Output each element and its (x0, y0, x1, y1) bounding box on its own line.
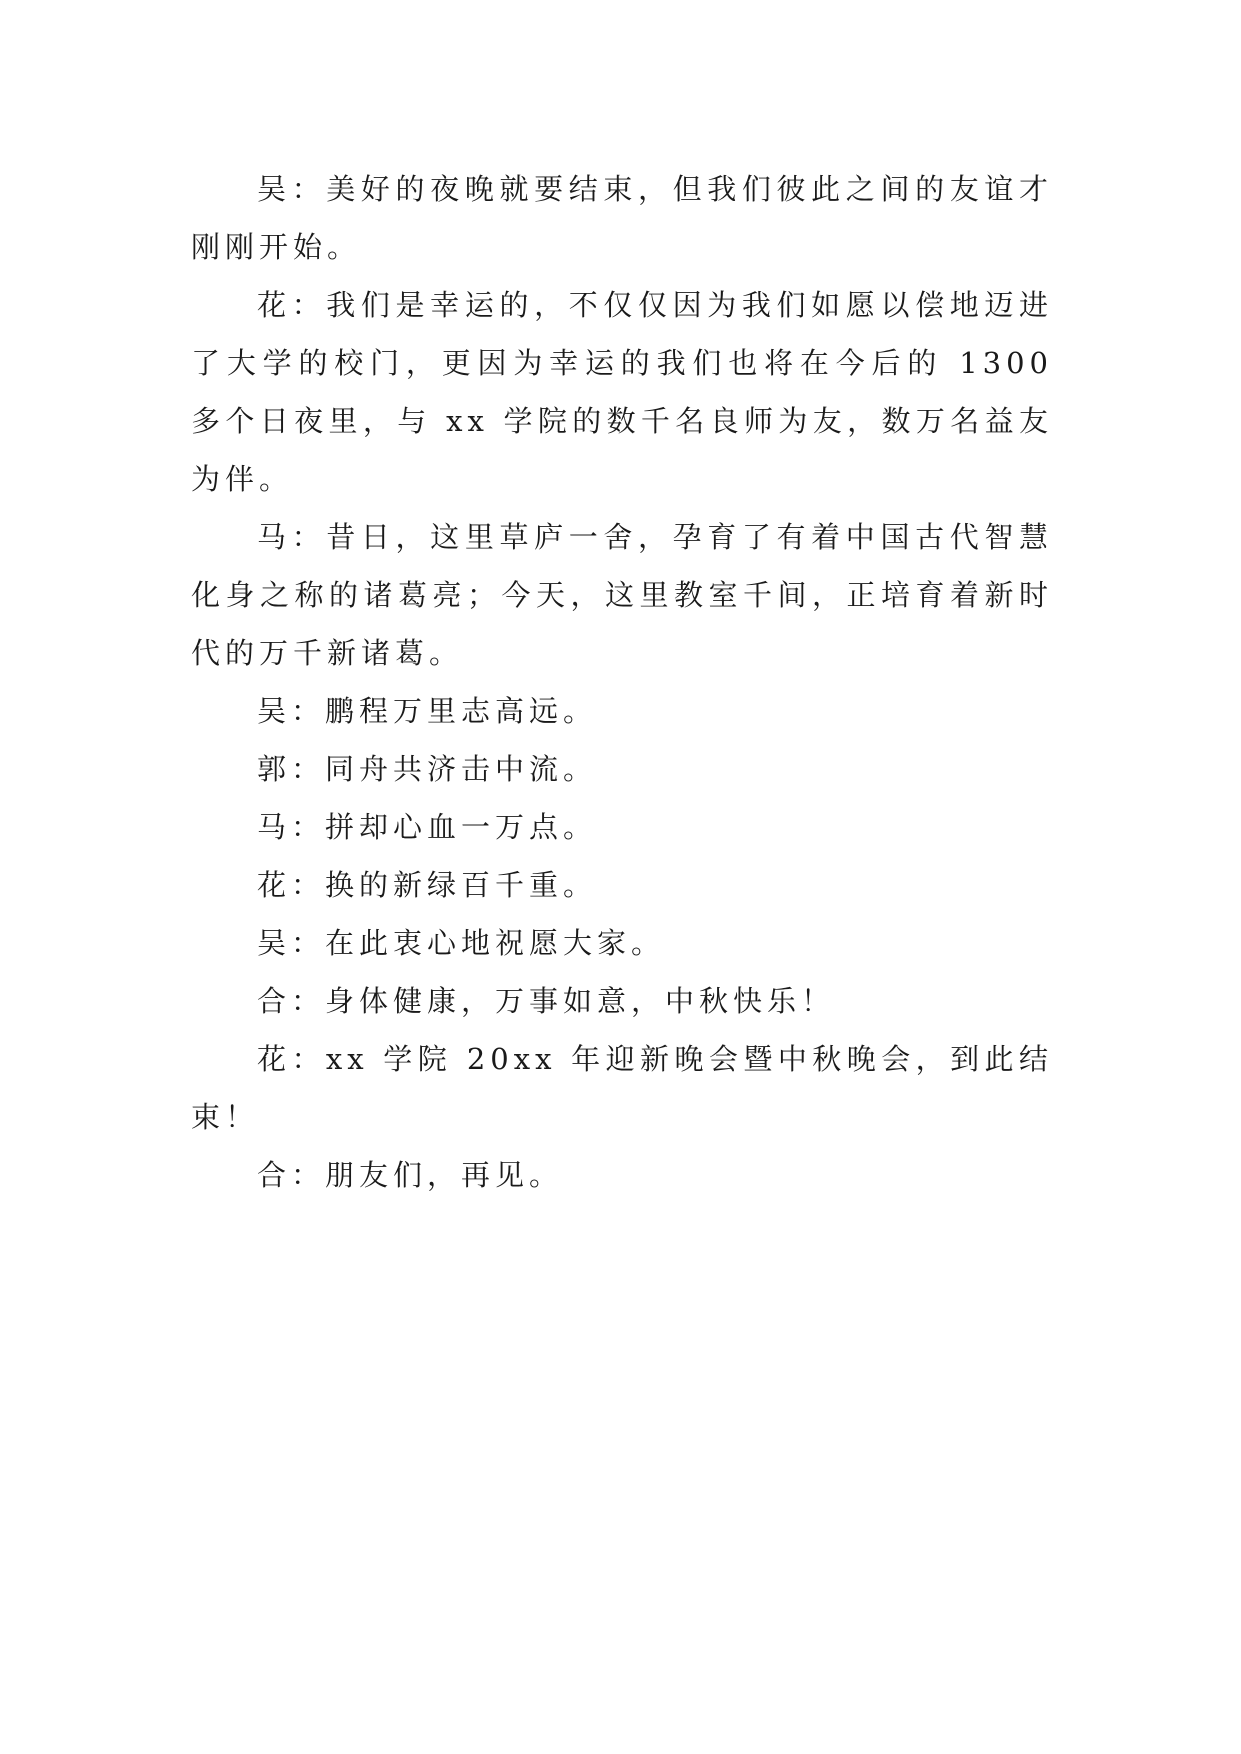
paragraph: 花：我们是幸运的，不仅仅因为我们如愿以偿地迈进了大学的校门，更因为幸运的我们也将在今后的 1300 多个日夜里，与 xx 学院的数千名良师为友，数万名益友为伴。 (191, 288, 1053, 496)
document-body (191, 160, 1053, 1204)
paragraph: 马：昔日，这里草庐一舍，孕育了有着中国古代智慧化身之称的诸葛亮；今天，这里教室千间，正培育着新时代的万千新诸葛。 (191, 520, 1053, 670)
paragraph: 吴：在此衷心地祝愿大家。 (257, 926, 666, 960)
paragraph: 吴：美好的夜晚就要结束，但我们彼此之间的友谊才刚刚开始。 (191, 172, 1053, 264)
paragraph: 合：身体健康，万事如意，中秋快乐！ (257, 984, 836, 1018)
paragraph: 吴：鹏程万里志高远。 (257, 694, 598, 728)
paragraph: 合：朋友们，再见。 (257, 1158, 564, 1192)
paragraph: 花：换的新绿百千重。 (257, 868, 598, 902)
paragraph: 郭：同舟共济击中流。 (257, 752, 598, 786)
paragraph: 马：拼却心血一万点。 (257, 810, 598, 844)
paragraph: 花：xx 学院 20xx 年迎新晚会暨中秋晚会，到此结束！ (191, 1042, 1053, 1134)
